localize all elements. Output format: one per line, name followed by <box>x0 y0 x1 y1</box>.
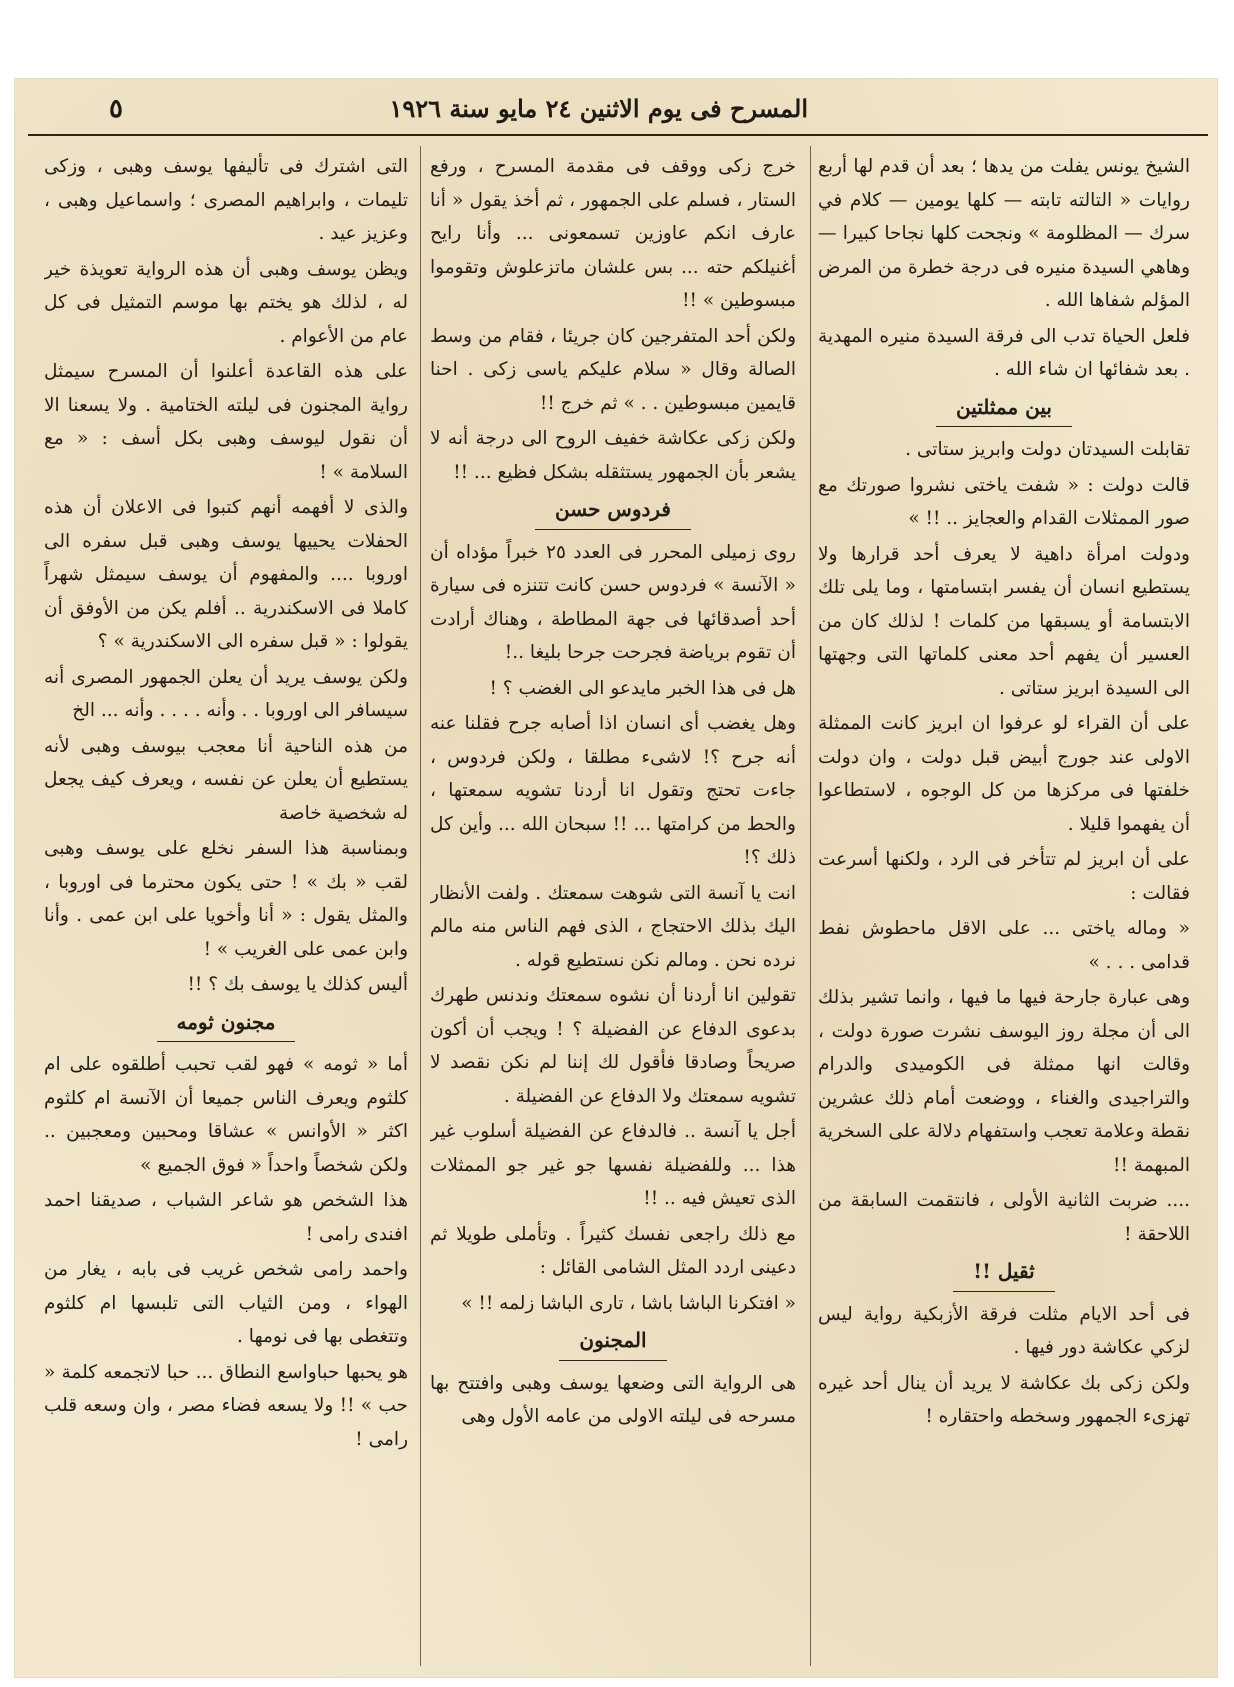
page-number: ٥ <box>109 94 123 124</box>
paragraph: هو يحبها حباواسع النطاق ... حبا لاتجمعه كلمة « حب » !! ولا يسعه فضاء مصر ، وان وسعه قلب رامى ! <box>44 1361 408 1450</box>
paragraph: « افتكرنا الباشا باشا ، تارى الباشا زلمه !! » <box>461 1292 796 1314</box>
newspaper-masthead-date: المسرح فى يوم الاثنين ٢٤ مايو سنة ١٩٢٦ <box>389 94 808 123</box>
paragraph: وهى عبارة جارحة فيها ما فيها ، وانما تشير بذلك الى أن مجلة روز اليوسف نشرت صورة دولت ، وقالت انها ممثلة فى الكوميدى والدرام والتراجيدى والغناء ، ووضعت أمام ذلك عشرين نقطة وعلامة تعجب واستفهام دلالة على السخرية المبهمة !! <box>818 987 1190 1176</box>
paragraph: التى اشترك فى تأليفها يوسف وهبى ، وزكى تليمات ، وابراهيم المصرى ؛ واسماعيل وهبى ، وعزيز عيد . <box>44 156 408 244</box>
paragraph: « وماله ياختى ... على الاقل ماحطوش نفط قدامى . . . » <box>818 918 1190 973</box>
paragraph: قالت دولت : « شفت ياختى نشروا صورتك مع صور الممثلات القدام والعجايز .. !! » <box>818 474 1190 529</box>
section-heading <box>818 1255 1190 1292</box>
section-heading <box>430 1324 796 1361</box>
heading-text: فردوس حسن <box>535 493 691 530</box>
paragraph: أجل يا آنسة .. فالدفاع عن الفضيلة أسلوب غير هذا ... وللفضيلة نفسها جو غير جو الممثلات الذى تعيش فيه .. !! <box>430 1121 796 1209</box>
article-column-right <box>818 150 1190 1660</box>
paragraph: روى زميلى المحرر فى العدد ٢٥ خبراً مؤداه أن « الآنسة » فردوس حسن كانت تتنزه فى سيارة أحد أصدقائها فى جهة المطاطة ، وهناك أرادت أن تقوم برياضة فجرحت جرحا بليغا ..! <box>430 541 796 663</box>
paragraph: أليس كذلك يا يوسف بك ؟ !! <box>187 974 408 995</box>
paragraph: هذا الشخص هو شاعر الشباب ، صديقنا احمد افندى رامى ! <box>44 1190 408 1245</box>
section-heading <box>44 1006 408 1043</box>
section-heading <box>430 493 796 530</box>
paragraph: والذى لا أفهمه أنهم كتبوا فى الاعلان أن هذه الحفلات يحييها يوسف وهبى قبل سفره الى اوروبا .... والمفهوم أن يوسف سيمثل شهراً كاملا فى الاسكندرية .. أفلم يكن من الأوفق أن يقولوا : « قبل سفره الى الاسكندرية » ؟ <box>44 497 408 652</box>
paragraph: فى أحد الايام مثلت فرقة الأزبكية رواية ليس لزكي عكاشة دور فيها . <box>818 1303 1190 1358</box>
paragraph: على أن ابريز لم تتأخر فى الرد ، ولكنها أسرعت فقالت : <box>818 849 1190 904</box>
paragraph: ولكن زكى بك عكاشة لا يريد أن ينال أحد غيره تهزىء الجمهور وسخطه واحتقاره ! <box>818 1372 1190 1427</box>
heading-text: ثقيل !! <box>953 1255 1054 1292</box>
paragraph: ودولت امرأة داهية لا يعرف أحد قرارها ولا يستطيع انسان أن يفسر ابتسامتها ، وما يلى تلك الابتسامة أو يسبقها من كلمات ! لذلك كان من العسير أن يفهم أحد معنى كلماتها التى وجهتها الى السيدة ابريز ستاتى . <box>818 543 1190 699</box>
paragraph: ولكن أحد المتفرجين كان جريئا ، فقام من وسط الصالة وقال « سلام عليكم ياسى زكى . احنا قايمين مبسوطين . . » ثم خرج !! <box>430 325 796 414</box>
paragraph: على أن القراء لو عرفوا ان ابريز كانت الممثلة الاولى عند جورج أبيض قبل دولت ، وان دولت خلفتها فى مركزها من كل الوجوه ، لاستطاعوا أن يفهموا قليلا . <box>818 713 1190 835</box>
page-header <box>14 88 1218 132</box>
paragraph: على هذه القاعدة أعلنوا أن المسرح سيمثل رواية المجنون فى ليلته الختامية . ولا يسعنا الا أن نقول ليوسف وهبى بكل أسف : « مع السلامة » ! <box>44 361 408 483</box>
paragraph: واحمد رامى شخص غريب فى بابه ، يغار من الهواء ، ومن الثياب التى تلبسها ام كلثوم وتتغطى بها فى نومها . <box>44 1259 408 1347</box>
column-divider-left <box>420 146 421 1666</box>
paragraph: وبمناسبة هذا السفر نخلع على يوسف وهبى لقب « بك » ! حتى يكون محترما فى اوروبا ، والمثل يقول : « أنا وأخويا على ابن عمى . وأنا وابن عمى على الغريب » ! <box>44 838 408 960</box>
article-column-left <box>44 150 408 1660</box>
heading-text: بين ممثلتين <box>936 391 1072 428</box>
paragraph: أما « ثومه » فهو لقب تحبب أطلقوه على ام كلثوم ويعرف الناس جميعا أن الآنسة ام كلثوم اكثر « الأوانس » عشاقا ومحبين ومعجبين .. ولكن شخصاً واحداً « فوق الجميع » <box>44 1054 408 1176</box>
paragraph: انت يا آنسة التى شوهت سمعتك . ولفت الأنظار اليك بذلك الاحتجاج ، الذى فهم الناس منه مالم نرده نحن . ومالم نكن نستطيع قوله . <box>430 882 796 971</box>
header-rule <box>28 134 1208 136</box>
article-column-middle <box>430 150 796 1660</box>
paragraph: تقابلت السيدتان دولت وابريز ستاتى . <box>905 439 1190 460</box>
section-heading <box>818 391 1190 428</box>
paragraph: الشيخ يونس يفلت من يدها ؛ بعد أن قدم لها أربع روايات « التالته تابته — كلها يومين — كلام في سرك — المظلومة » ونجحت كلها نجاحا كبيرا — وهاهي السيدة منيره فى درجة خطرة من المرض المؤلم شفاها الله . <box>818 156 1190 311</box>
paragraph: ولكن يوسف يريد أن يعلن الجمهور المصرى أنه سيسافر الى اوروبا . . وأنه . . . . وأنه ... الخ <box>44 666 408 721</box>
paragraph: تقولين انا أردنا أن نشوه سمعتك وندنس طهرك بدعوى الدفاع عن الفضيلة ؟ ! ويجب أن أكون صريحاً وصادقا فأقول لك إننا لم نكن نقصد لا تشويه سمعتك ولا الدفاع عن الفضيلة . <box>430 985 796 1107</box>
paragraph: هى الرواية التى وضعها يوسف وهبى وافتتح بها مسرحه فى ليلته الاولى من عامه الأول وهى <box>430 1372 796 1427</box>
paragraph: هل فى هذا الخبر مايدعو الى الغضب ؟ ! <box>489 677 796 699</box>
paragraph: خرج زكى ووقف فى مقدمة المسرح ، ورفع الستار ، فسلم على الجمهور ، ثم أخذ يقول « أنا عارف انكم عاوزين تسمعونى ... وأنا رايح أغنيلكم حته ... بس علشان ماتزعلوش وتقوموا مبسوطين » !! <box>430 156 796 311</box>
paragraph: ويظن يوسف وهبى أن هذه الرواية تعويذة خير له ، لذلك هو يختم بها موسم التمثيل فى كل عام من الأعوام . <box>44 258 408 347</box>
heading-text: المجنون <box>559 1324 666 1361</box>
paragraph: ولكن زكى عكاشة خفيف الروح الى درجة أنه لا يشعر بأن الجمهور يستثقله بشكل فظيع ... !! <box>430 428 796 483</box>
paragraph: وهل يغضب أى انسان اذا أصابه جرح فقلنا عنه أنه جرح ؟! لاشىء مطلقا ، ولكن فردوس ، جاءت تحتج وتقول انا أردنا تشويه سمعتها ، والحط من كرامتها ... !! سبحان الله ... وأين كل ذلك ؟! <box>430 713 796 868</box>
paragraph: من هذه الناحية أنا معجب بيوسف وهبى لأنه يستطيع أن يعلن عن نفسه ، ويعرف كيف يجعل له شخصية خاصة <box>44 735 408 824</box>
paragraph: فلعل الحياة تدب الى فرقة السيدة منيره المهدية . بعد شفائها ان شاء الله . <box>818 325 1190 380</box>
column-divider-right <box>810 146 811 1666</box>
heading-text: مجنون ثومه <box>157 1006 296 1043</box>
paragraph: .... ضربت الثانية الأولى ، فانتقمت السابقة من اللاحقة ! <box>818 1190 1190 1245</box>
paragraph: مع ذلك راجعى نفسك كثيراً . وتأملى طويلا ثم دعينى اردد المثل الشامى القائل : <box>430 1223 796 1278</box>
